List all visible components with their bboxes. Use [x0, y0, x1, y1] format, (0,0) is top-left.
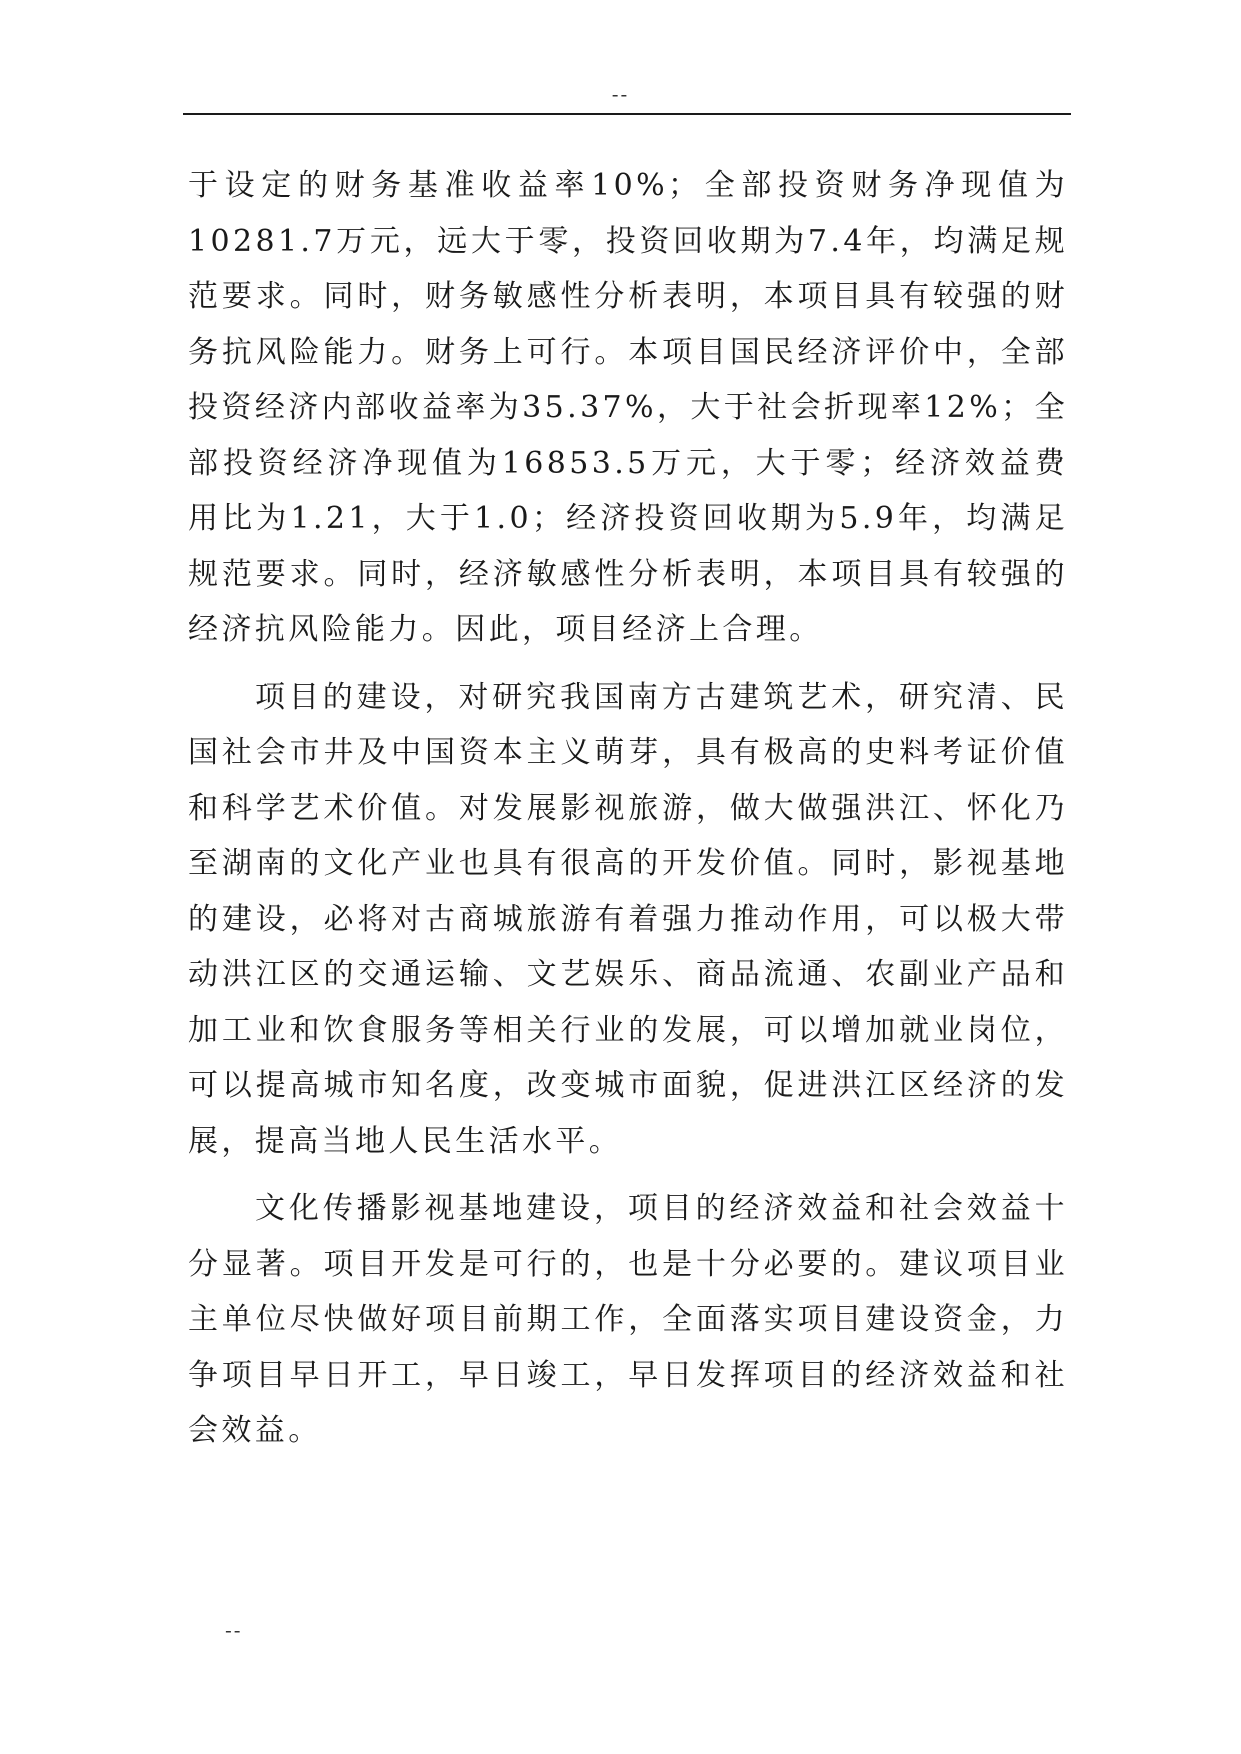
paragraph-continued: 于设定的财务基准收益率10%；全部投资财务净现值为10281.7万元，远大于零，投资回收期为7.4年，均满足规范要求。同时，财务敏感性分析表明，本项目具有较强的财务抗风险能力。财务上可行。本项目国民经济评价中，全部投资经济内部收益率为35.37%，大于社会折现率12%；全部投资经济净现值为16853.5万元，大于零；经济效益费用比为1.21，大于1.0；经济投资回收期为5.9年，均满足规范要求。同时，经济敏感性分析表明，本项目具有较强的经济抗风险能力。因此，项目经济上合理。 — [188, 168, 1068, 647]
paragraph-conclusion: 文化传播影视基地建设，项目的经济效益和社会效益十分显著。项目开发是可行的，也是十分必要的。建议项目业主单位尽快做好项目前期工作，全面落实项目建设资金，力争项目早日开工，早日竣工，早日发挥项目的经济效益和社会效益。 — [188, 1191, 1068, 1448]
page-header-mark: -- — [611, 82, 630, 106]
header-rule — [183, 113, 1071, 115]
page-footer-mark: -- — [225, 1618, 243, 1642]
body-text — [188, 158, 1068, 1459]
paragraph-construction-value: 项目的建设，对研究我国南方古建筑艺术，研究清、民国社会市井及中国资本主义萌芽，具有极高的史料考证价值和科学艺术价值。对发展影视旅游，做大做强洪江、怀化乃至湖南的文化产业也具有很高的开发价值。同时，影视基地的建设，必将对古商城旅游有着强力推动作用，可以极大带动洪江区的交通运输、文艺娱乐、商品流通、农副业产品和加工业和饮食服务等相关行业的发展，可以增加就业岗位，可以提高城市知名度，改变城市面貌，促进洪江区经济的发展，提高当地人民生活水平。 — [188, 679, 1068, 1159]
